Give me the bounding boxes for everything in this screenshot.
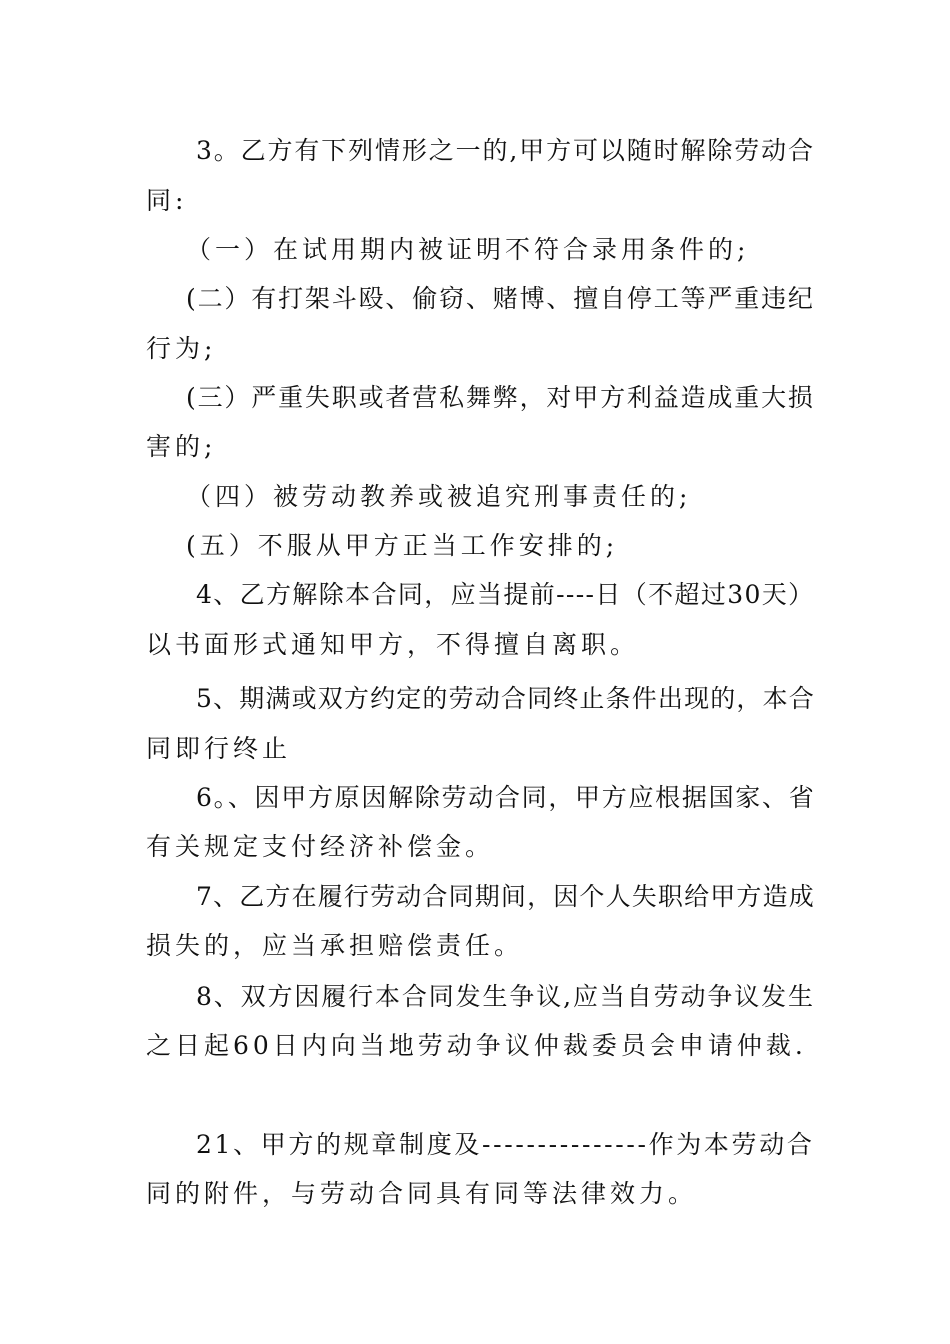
paragraph-line: 行为; bbox=[146, 334, 217, 363]
paragraph-line: (三）严重失职或者营私舞弊，对甲方利益造成重大损 bbox=[186, 383, 815, 412]
paragraph-line: 同即行终止 bbox=[146, 734, 292, 763]
paragraph-line: （一）在试用期内被证明不符合录用条件的; bbox=[186, 235, 750, 264]
paragraph-line: 4、乙方解除本合同，应当提前----日（不超过30天） bbox=[196, 580, 815, 609]
paragraph-line: 同的附件，与劳动合同具有同等法律效力。 bbox=[146, 1179, 698, 1208]
paragraph-line: 损失的，应当承担赔偿责任。 bbox=[146, 931, 524, 960]
paragraph-line: （四）被劳动教养或被追究刑事责任的; bbox=[186, 482, 692, 511]
paragraph-line: 21、甲方的规章制度及---------------作为本劳动合 bbox=[196, 1130, 815, 1159]
paragraph-line: 害的; bbox=[146, 432, 217, 461]
paragraph-line: 以书面形式通知甲方，不得擅自离职。 bbox=[146, 630, 640, 659]
paragraph-line: 有关规定支付经济补偿金。 bbox=[146, 832, 495, 861]
paragraph-line: 6。、因甲方原因解除劳动合同，甲方应根据国家、省 bbox=[196, 783, 816, 812]
paragraph-line: (二）有打架斗殴、偷窃、赌博、擅自停工等严重违纪 bbox=[186, 284, 815, 313]
paragraph-line: 之日起60日内向当地劳动争议仲裁委员会申请仲裁. bbox=[146, 1031, 807, 1060]
paragraph-line: 8、双方因履行本合同发生争议,应当自劳动争议发生 bbox=[196, 982, 815, 1011]
paragraph-line: 3。乙方有下列情形之一的,甲方可以随时解除劳动合 bbox=[196, 136, 815, 165]
paragraph-line: 同: bbox=[146, 186, 188, 215]
paragraph-line: (五）不服从甲方正当工作安排的; bbox=[186, 531, 619, 560]
paragraph-line: 5、期满或双方约定的劳动合同终止条件出现的，本合 bbox=[196, 684, 815, 713]
paragraph-line: 7、乙方在履行劳动合同期间，因个人失职给甲方造成 bbox=[196, 882, 815, 911]
